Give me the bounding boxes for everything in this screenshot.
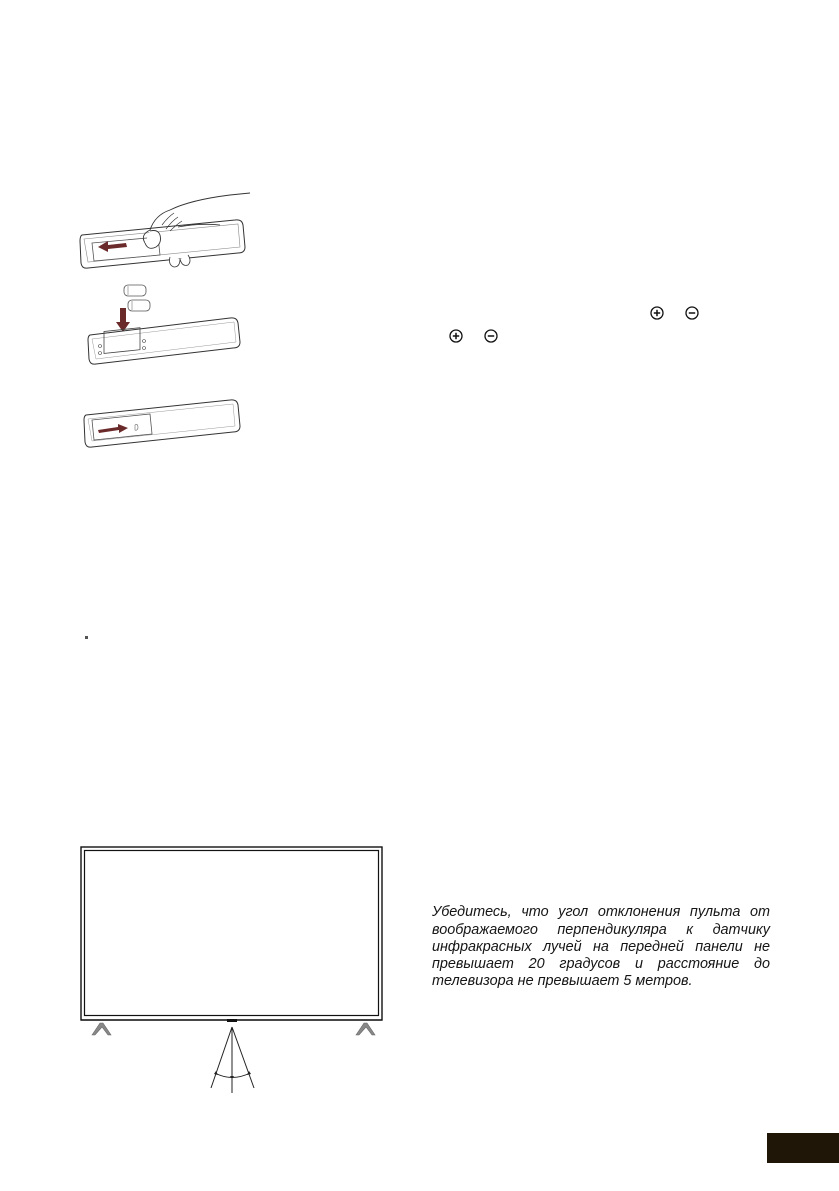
print-speck (85, 636, 88, 639)
remote-insert-batteries-illustration (80, 280, 245, 370)
figure-tv-ir-angle (75, 840, 395, 1100)
minus-circle-icon (484, 329, 498, 343)
battery-icon (128, 300, 150, 311)
figure-close-battery-cover (80, 390, 245, 450)
minus-circle-icon (685, 306, 699, 320)
ir-sensor (227, 1019, 237, 1022)
figure-insert-batteries (80, 280, 245, 370)
ir-angle-note: Убедитесь, что угол отклонения пульта от воображаемого перпендикуляра к датчику инфракрасных лучей на передней панели не превышает 20 градусов и расстояние до телевизора не превышает 5 метров. (432, 904, 770, 990)
remote-open-cover-illustration (70, 185, 260, 275)
figure-open-battery-cover (70, 185, 260, 275)
tv-stand-foot-left (92, 1023, 111, 1035)
plus-circle-icon (650, 306, 664, 320)
tv-stand-foot-right (356, 1023, 375, 1035)
ir-angle-indicator (211, 1027, 254, 1093)
battery-icon (124, 285, 146, 296)
tv-ir-sensor-diagram (75, 840, 395, 1100)
remote-close-cover-illustration (80, 390, 245, 450)
plus-circle-icon (449, 329, 463, 343)
page-number-tab (767, 1133, 839, 1163)
